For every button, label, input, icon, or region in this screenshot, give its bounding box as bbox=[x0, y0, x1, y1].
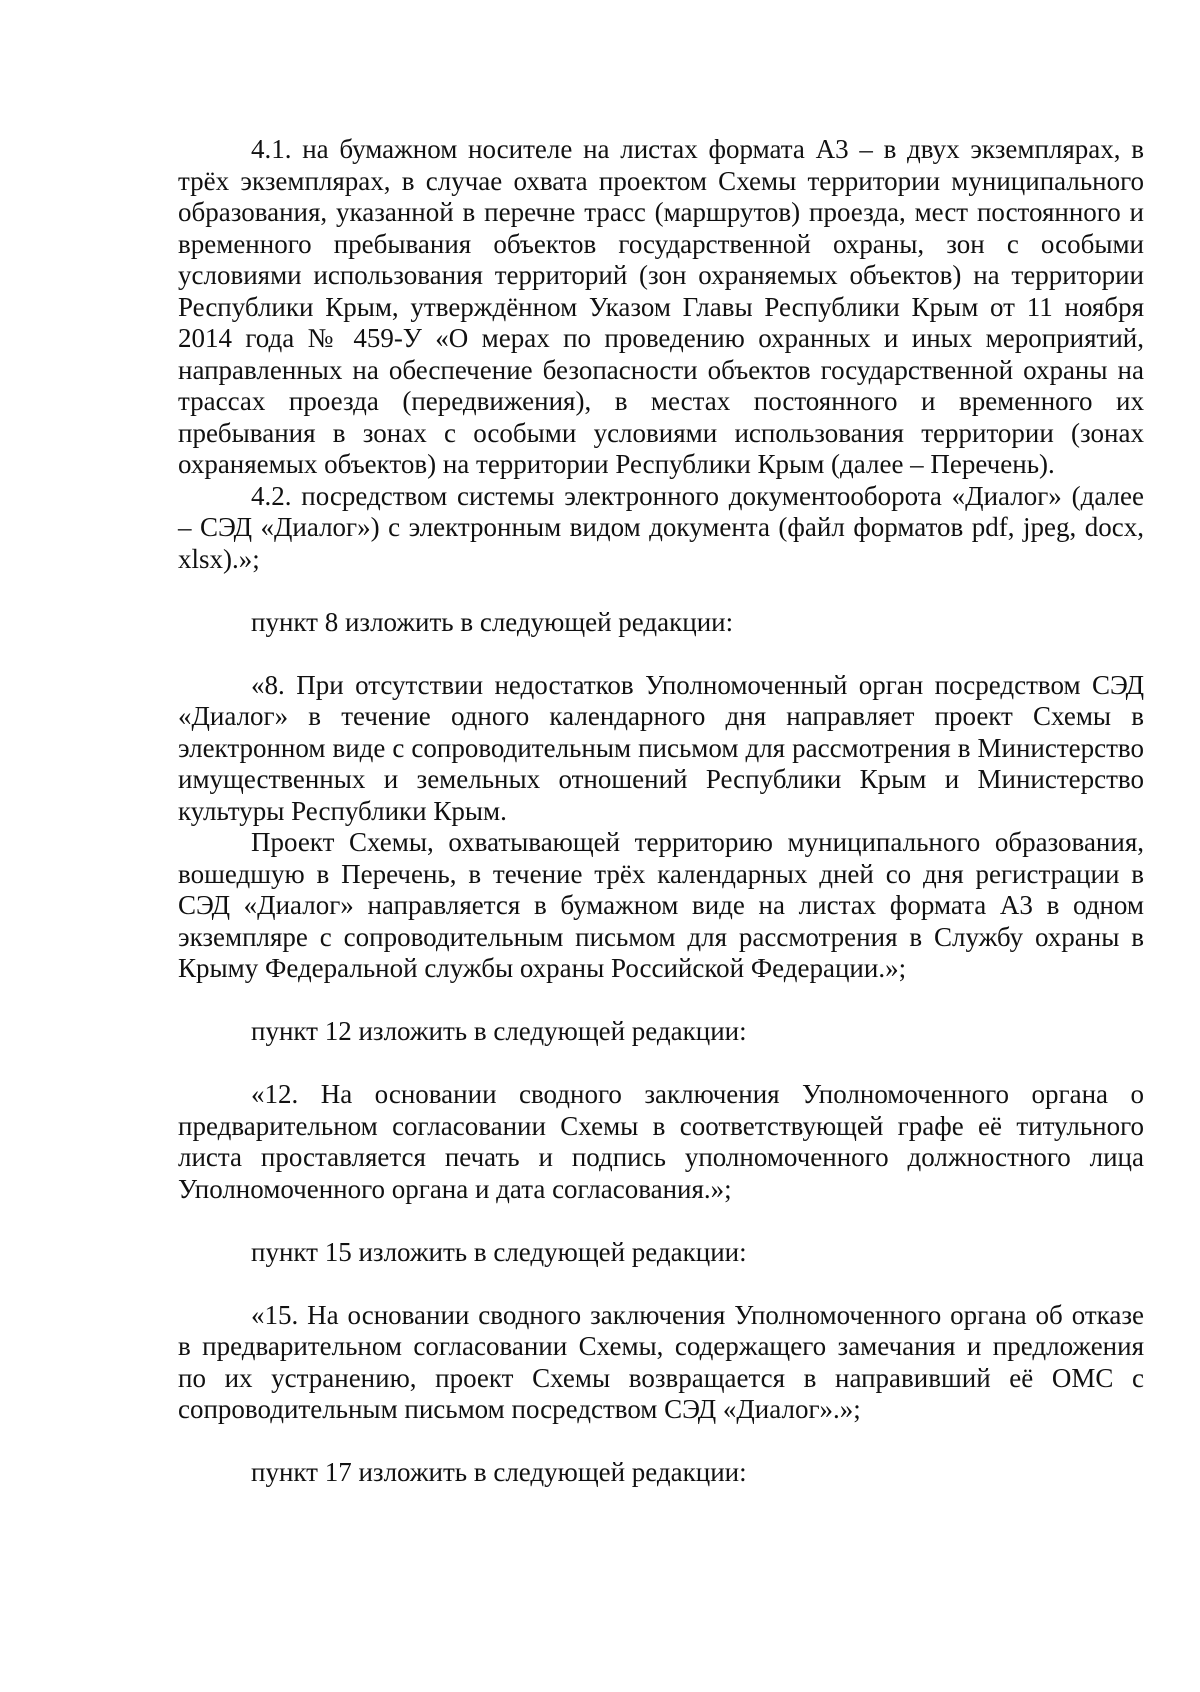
paragraph-gap bbox=[178, 575, 1144, 607]
paragraph-12: «12. На основании сводного заключения Уполномоченного органа о предварительном согласовании Схемы в соответствующей графе её титульного листа проставляется печать и подпись уполномоченного должностного лица Уполномоченного органа и дата согласования.»; bbox=[178, 1079, 1144, 1204]
paragraph-4-1: 4.1. на бумажном носителе на листах формата А3 – в двух экземплярах, в трёх экземплярах, в случае охвата проектом Схемы территории муниципального образования, указанной в перечне трасс (маршрутов) проезда, мест постоянного и временного пребывания объектов государственной охраны, зон с особыми условиями использования территорий (зон охраняемых объектов) на территории Республики Крым, утверждённом Указом Главы Республики Крым от 11 ноября 2014 года № 459-У «О мерах по проведению охранных и иных мероприятий, направленных на обеспечение безопасности объектов государственной охраны на трассах проезда (передвижения), в местах постоянного и временного их пребывания в зонах с особыми условиями использования территории (зонах охраняемых объектов) на территории Республики Крым (далее – Перечень). bbox=[178, 134, 1144, 479]
instruction-punkt-15: пункт 15 изложить в следующей редакции: bbox=[251, 1236, 747, 1267]
document-body bbox=[178, 134, 1144, 1489]
instruction-punkt-12: пункт 12 изложить в следующей редакции: bbox=[251, 1016, 747, 1046]
instruction-punkt-8: пункт 8 изложить в следующей редакции: bbox=[251, 606, 734, 637]
paragraph-gap bbox=[178, 1205, 1144, 1237]
paragraph-gap bbox=[178, 985, 1144, 1017]
paragraph-gap bbox=[178, 1048, 1144, 1080]
paragraph-8-continued: Проект Схемы, охватывающей территорию муниципального образования, вошедшую в Перечень, в течение трёх календарных дней со дня регистрации в СЭД «Диалог» направляется в бумажном виде на листах формата А3 в одном экземпляре с сопроводительным письмом для рассмотрения в Службу охраны в Крыму Федеральной службы охраны Российской Федерации.»; bbox=[178, 827, 1144, 983]
paragraph-15: «15. На основании сводного заключения Уполномоченного органа об отказе в предварительном согласовании Схемы, содержащего замечания и предложения по их устранению, проект Схемы возвращается в направивший её ОМС с сопроводительным письмом посредством СЭД «Диалог».»; bbox=[178, 1299, 1144, 1424]
paragraph-gap bbox=[178, 638, 1144, 670]
paragraph-8: «8. При отсутствии недостатков Уполномоченный орган посредством СЭД «Диалог» в течение одного календарного дня направляет проект Схемы в электронном виде с сопроводительным письмом для рассмотрения в Министерство имущественных и земельных отношений Республики Крым и Министерство культуры Республики Крым. bbox=[178, 669, 1144, 826]
paragraph-gap bbox=[178, 1268, 1144, 1300]
paragraph-gap bbox=[178, 1426, 1144, 1458]
instruction-punkt-17: пункт 17 изложить в следующей редакции: bbox=[251, 1457, 747, 1487]
paragraph-4-2: 4.2. посредством системы электронного документооборота «Диалог» (далее – СЭД «Диалог») с электронным видом документа (файл форматов pdf, jpeg, docx, xlsx).»; bbox=[178, 480, 1144, 574]
